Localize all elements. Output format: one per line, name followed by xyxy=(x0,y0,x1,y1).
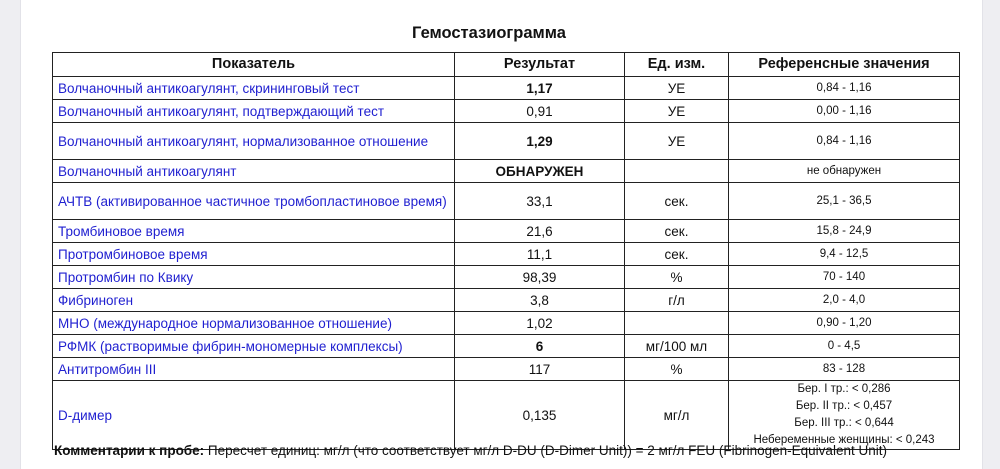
reference-line: 0,84 - 1,16 xyxy=(816,134,872,147)
reference-line: Бер. II тр.: < 0,457 xyxy=(795,400,893,412)
result-value: 0,135 xyxy=(455,381,625,450)
result-value: 21,6 xyxy=(455,220,625,243)
unit-value: УЕ xyxy=(625,123,729,160)
result-value: 0,91 xyxy=(455,100,625,123)
left-margin-panel xyxy=(0,0,21,469)
result-value: 6 xyxy=(455,335,625,358)
indicator-name[interactable]: Антитромбин III xyxy=(53,358,455,381)
indicator-name[interactable]: Волчаночный антикоагулянт, нормализованное отношение xyxy=(53,123,455,160)
indicator-name[interactable]: Волчаночный антикоагулянт xyxy=(53,160,455,183)
page-title: Гемостазиограмма xyxy=(412,24,566,42)
table-row xyxy=(53,183,960,220)
reference-line: 70 - 140 xyxy=(822,270,866,283)
reference-range xyxy=(729,266,960,289)
table-row xyxy=(53,266,960,289)
unit-value: УЕ xyxy=(625,100,729,123)
table-header-row xyxy=(53,53,960,77)
comment-label: Комментарии к пробе: xyxy=(54,443,205,458)
result-value: 98,39 xyxy=(455,266,625,289)
reference-line: Небеременные женщины: < 0,243 xyxy=(753,434,935,446)
reference-range xyxy=(729,220,960,243)
reference-line: 25,1 - 36,5 xyxy=(816,194,872,207)
reference-range xyxy=(729,358,960,381)
result-value: 33,1 xyxy=(455,183,625,220)
header-result: Результат xyxy=(455,53,625,77)
sample-comment xyxy=(54,443,964,459)
reference-line: 2,0 - 4,0 xyxy=(822,293,866,306)
table-row xyxy=(53,160,960,183)
indicator-name[interactable]: D-димер xyxy=(53,381,455,450)
reference-line: 0,84 - 1,16 xyxy=(816,81,872,94)
reference-line: 0,90 - 1,20 xyxy=(816,316,872,329)
result-value: 3,8 xyxy=(455,289,625,312)
indicator-name[interactable]: Волчаночный антикоагулянт, скрининговый тест xyxy=(53,77,455,100)
reference-range xyxy=(729,312,960,335)
comment-text: Пересчет единиц: мг/л (что соответствует мг/л D-DU (D-Dimer Unit)) = 2 мг/л FEU (Fibrinogen-Equivalent Unit) xyxy=(204,443,887,458)
table-row xyxy=(53,100,960,123)
right-scroll-panel[interactable] xyxy=(982,0,1000,469)
table-row xyxy=(53,289,960,312)
reference-range xyxy=(729,243,960,266)
reference-range xyxy=(729,160,960,183)
header-reference: Референсные значения xyxy=(729,53,960,77)
indicator-name[interactable]: АЧТВ (активированное частичное тромбопластиновое время) xyxy=(53,183,455,220)
table-row xyxy=(53,220,960,243)
unit-value: сек. xyxy=(625,183,729,220)
result-value: 11,1 xyxy=(455,243,625,266)
result-value: 1,02 xyxy=(455,312,625,335)
reference-line: Бер. III тр.: < 0,644 xyxy=(794,417,894,429)
unit-value: сек. xyxy=(625,243,729,266)
unit-value: г/л xyxy=(625,289,729,312)
reference-range xyxy=(729,381,960,450)
indicator-name[interactable]: Фибриноген xyxy=(53,289,455,312)
reference-range xyxy=(729,77,960,100)
header-unit: Ед. изм. xyxy=(625,53,729,77)
table-row xyxy=(53,381,960,450)
table-row xyxy=(53,77,960,100)
indicator-name[interactable]: Протромбин по Квику xyxy=(53,266,455,289)
reference-range xyxy=(729,123,960,160)
unit-value: сек. xyxy=(625,220,729,243)
unit-value: УЕ xyxy=(625,77,729,100)
unit-value: мг/л xyxy=(625,381,729,450)
result-value: 1,29 xyxy=(455,123,625,160)
indicator-name[interactable]: Волчаночный антикоагулянт, подтверждающий тест xyxy=(53,100,455,123)
unit-value: % xyxy=(625,358,729,381)
result-value: ОБНАРУЖЕН xyxy=(455,160,625,183)
table-row xyxy=(53,123,960,160)
reference-line: не обнаружен xyxy=(806,164,882,177)
result-value: 117 xyxy=(455,358,625,381)
result-value: 1,17 xyxy=(455,77,625,100)
table-row xyxy=(53,243,960,266)
table-row xyxy=(53,335,960,358)
reference-line: 9,4 - 12,5 xyxy=(819,247,869,260)
reference-range xyxy=(729,289,960,312)
reference-range xyxy=(729,100,960,123)
table-row xyxy=(53,312,960,335)
reference-line: 0,00 - 1,16 xyxy=(816,104,872,117)
unit-value: % xyxy=(625,266,729,289)
table-row xyxy=(53,358,960,381)
reference-line: Бер. I тр.: < 0,286 xyxy=(797,383,891,395)
unit-value xyxy=(625,312,729,335)
indicator-name[interactable]: МНО (международное нормализованное отношение) xyxy=(53,312,455,335)
unit-value: мг/100 мл xyxy=(625,335,729,358)
indicator-name[interactable]: Тромбиновое время xyxy=(53,220,455,243)
header-indicator: Показатель xyxy=(53,53,455,77)
indicator-name[interactable]: РФМК (растворимые фибрин-мономерные комплексы) xyxy=(53,335,455,358)
reference-range xyxy=(729,183,960,220)
reference-line: 83 - 128 xyxy=(822,362,866,375)
unit-value xyxy=(625,160,729,183)
indicator-name[interactable]: Протромбиновое время xyxy=(53,243,455,266)
reference-range xyxy=(729,335,960,358)
reference-line: 0 - 4,5 xyxy=(827,339,861,352)
hemostasis-results-table xyxy=(52,52,960,450)
reference-line: 15,8 - 24,9 xyxy=(816,224,872,237)
